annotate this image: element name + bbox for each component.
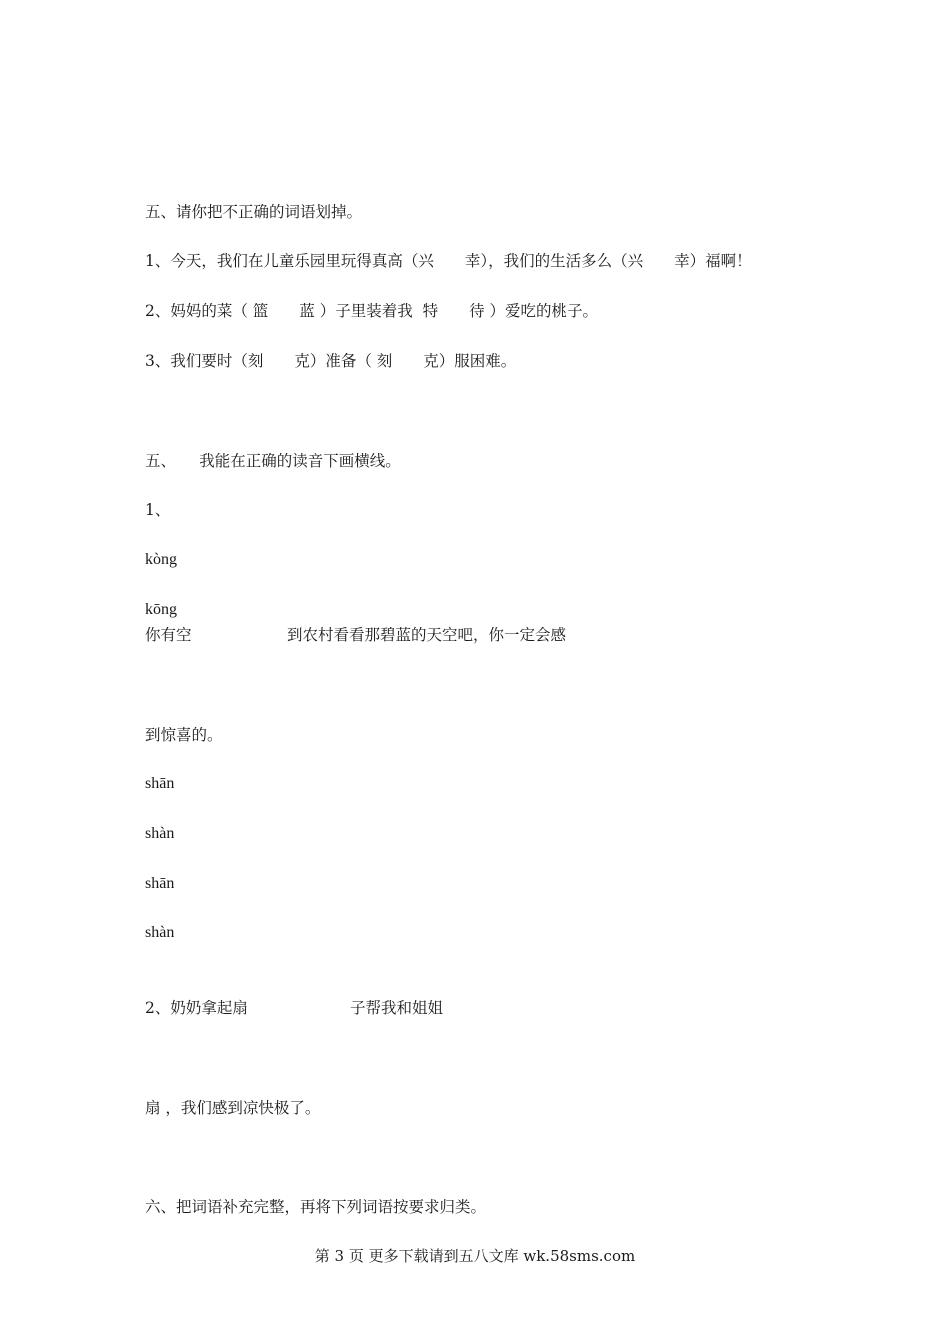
question-1-text-left: 你有空: [145, 626, 192, 644]
pinyin-shan-4-a: shàn: [145, 825, 175, 842]
question-2-text-left: 2、奶奶拿起扇: [145, 999, 248, 1017]
pinyin-kong-4: kòng: [145, 551, 177, 568]
section-5b-heading: 五、 我能在正确的读音下画横线。: [145, 452, 401, 470]
pinyin-kong-1: kōng: [145, 601, 177, 618]
pinyin-shan-1-a: shān: [145, 775, 175, 792]
section-5a-question-3: 3、我们要时（刻 克）准备（ 刻 克）服困难。: [145, 352, 517, 370]
question-2-text-continued: 扇 ，我们感到凉快极了。: [145, 1099, 321, 1117]
pinyin-shan-4-b: shàn: [145, 924, 175, 941]
section-5a-heading: 五、请你把不正确的词语划掉。: [145, 203, 363, 221]
page-footer: 第 3 页 更多下载请到五八文库 wk.58sms.com: [314, 1247, 636, 1265]
section-6-heading: 六、把词语补充完整，再将下列词语按要求归类。: [145, 1198, 487, 1216]
pinyin-shan-1-b: shān: [145, 875, 175, 892]
section-5a-question-1: 1、今天，我们在儿童乐园里玩得真高（兴 幸），我们的生活多么（兴 幸）福啊！: [145, 252, 752, 270]
section-5a-question-2: 2、妈妈的菜（ 篮 蓝 ）子里装着我 特 待 ）爱吃的桃子。: [145, 302, 598, 320]
question-1-text-right: 到农村看看那碧蓝的天空吧，你一定会感: [287, 626, 567, 644]
question-1-text-continued: 到惊喜的。: [145, 726, 223, 744]
question-2-text-right: 子帮我和姐姐: [350, 999, 444, 1017]
section-5b-question-1-label: 1、: [145, 501, 171, 519]
